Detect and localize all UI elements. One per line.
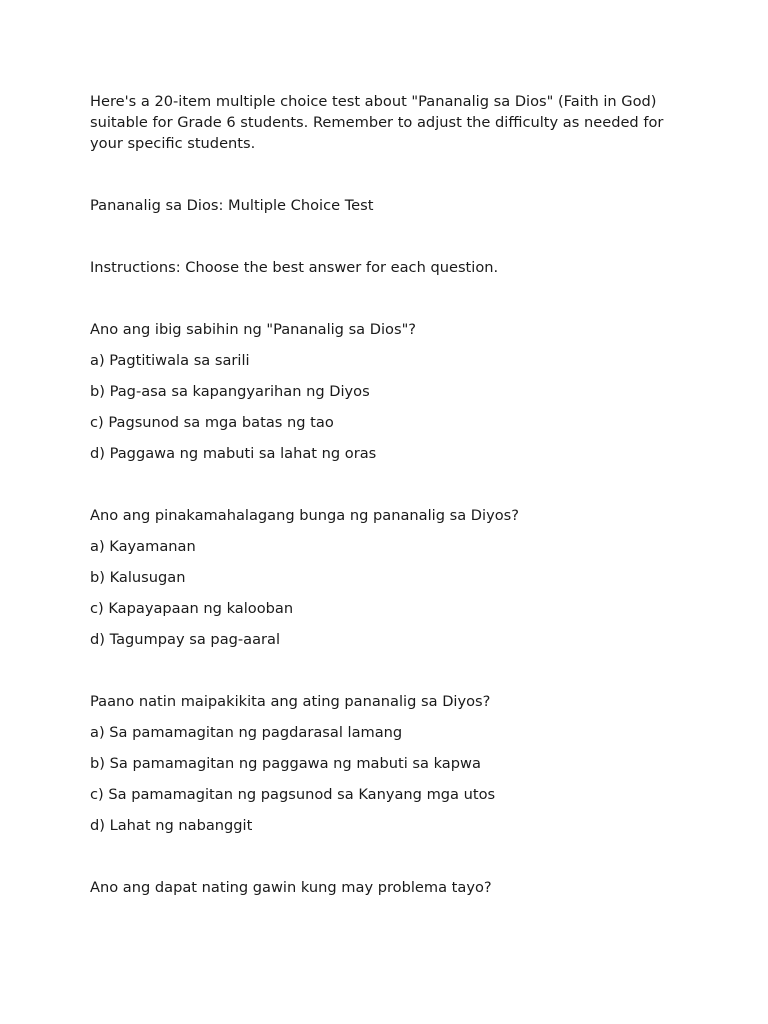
question-text: Ano ang dapat nating gawin kung may problema tayo?: [90, 879, 492, 896]
document-page: [90, 91, 690, 898]
instructions-text: Instructions: Choose the best answer for each question.: [90, 259, 499, 276]
option-a: a) Sa pamamagitan ng pagdarasal lamang: [90, 724, 403, 741]
option-a: a) Kayamanan: [90, 538, 196, 555]
question-text: Ano ang ibig sabihin ng "Pananalig sa Dios"?: [90, 321, 417, 338]
option-d: d) Paggawa ng mabuti sa lahat ng oras: [90, 445, 377, 462]
option-c: c) Kapayapaan ng kalooban: [90, 600, 294, 617]
option-b: b) Kalusugan: [90, 569, 186, 586]
question-3: [90, 691, 690, 836]
option-c: c) Pagsunod sa mga batas ng tao: [90, 414, 334, 431]
option-d: d) Tagumpay sa pag-aaral: [90, 631, 281, 648]
question-2: [90, 505, 690, 650]
option-d: d) Lahat ng nabanggit: [90, 817, 253, 834]
intro-paragraph: Here's a 20-item multiple choice test about "Pananalig sa Dios" (Faith in God) suitable for Grade 6 students. Remember to adjust the difficulty as needed for your specific students.: [90, 93, 664, 152]
question-4: [90, 877, 690, 898]
option-c: c) Sa pamamagitan ng pagsunod sa Kanyang mga utos: [90, 786, 496, 803]
option-a: a) Pagtitiwala sa sarili: [90, 352, 250, 369]
question-text: Ano ang pinakamahalagang bunga ng pananalig sa Diyos?: [90, 507, 520, 524]
question-1: [90, 319, 690, 464]
option-b: b) Pag-asa sa kapangyarihan ng Diyos: [90, 383, 370, 400]
option-b: b) Sa pamamagitan ng paggawa ng mabuti sa kapwa: [90, 755, 481, 772]
question-text: Paano natin maipakikita ang ating pananalig sa Diyos?: [90, 693, 491, 710]
test-title: Pananalig sa Dios: Multiple Choice Test: [90, 197, 374, 214]
